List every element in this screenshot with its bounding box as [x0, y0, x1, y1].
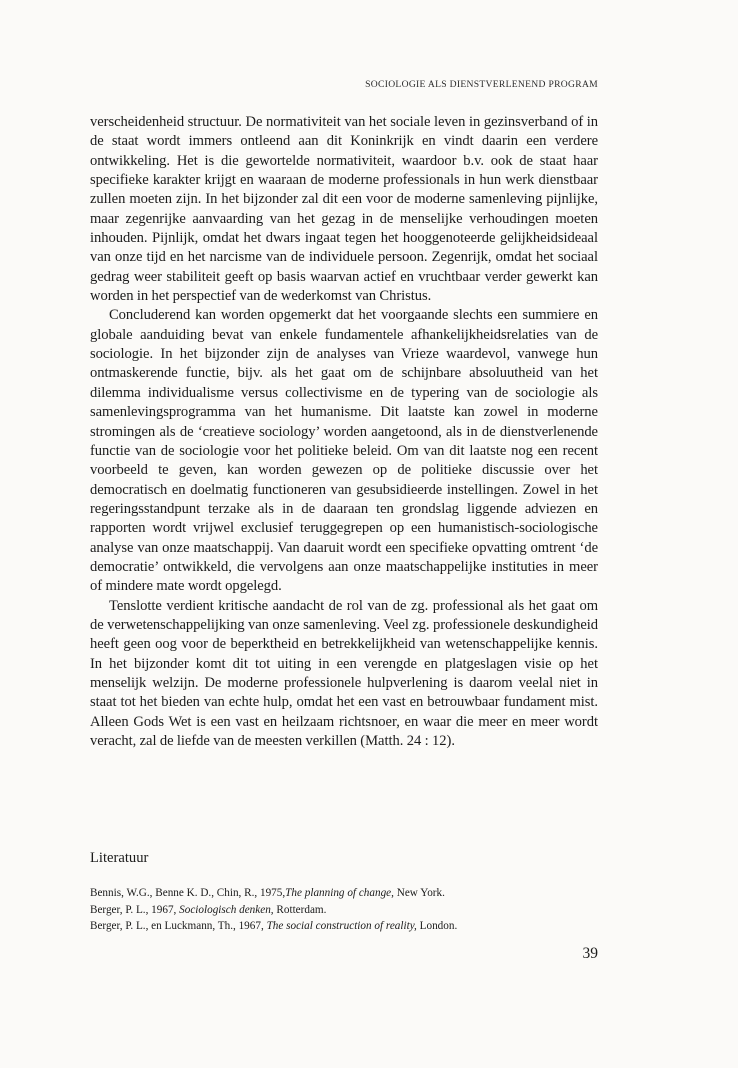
- reference-title: The planning of change,: [285, 887, 394, 899]
- reference-item: [90, 885, 598, 902]
- reference-place: New York.: [396, 887, 445, 899]
- reference-list: [90, 885, 598, 935]
- literature-heading: Literatuur: [90, 850, 149, 866]
- paragraph-final: Tenslotte verdient kritische aandacht de rol van de zg. professional als het gaat om de verwetenschappelijking van onze samenleving. Veel zg. professionele deskundigheid heeft geen oog voor de beperktheid en betrekkelijkheid van wetenschappelijke kennis. In het bijzonder komt dit tot uiting in een verengde en platgeslagen visie op het menselijk welzijn. De moderne professionele hulpverlening is daarom veelal niet in staat tot het bieden van echte hulp, omdat het een vast en betrouwbaar fundament mist. Alleen Gods Wet is een vast en heilzaam richtsnoer, en waar die meer en meer wordt veracht, zal de liefde van de meesten verkillen (Matth. 24 : 12).: [90, 597, 598, 749]
- paragraph-continued: verscheidenheid structuur. De normativiteit van het sociale leven in gezinsverband of in de staat wordt immers ontleend aan dit Koninkrijk en vindt daarin een verdere ontwikkeling. Het is die gewortelde normativiteit, waardoor b.v. ook de staat haar specifieke karakter krijgt en waaraan de moderne professionals in hun werk dienstbaar zullen moeten zijn. In het bijzonder zal dit een voor de moderne samenleving pijnlijke, maar zegenrijke aanvaarding van het gezag in de menselijke verhoudingen moeten inhouden. Pijnlijk, omdat het dwars ingaat tegen het hooggenoteerde gelijkheidsideaal van onze tijd en het narcisme van de individuele persoon. Zegenrijk, omdat het sociaal gedrag weer stabiliteit geeft op basis waarvan actief en vruchtbaar verder gewerkt kan worden in het perspectief van de wederkomst van Christus.: [90, 114, 598, 305]
- reference-title: The social construction of reality,: [266, 920, 417, 932]
- reference-authors: Berger, P. L., en Luckmann, Th., 1967,: [90, 920, 264, 932]
- page-number: 39: [582, 945, 598, 962]
- reference-item: [90, 902, 598, 919]
- reference-title: Sociologisch denken,: [179, 903, 274, 916]
- reference-authors: Bennis, W.G., Benne K. D., Chin, R., 1975,: [90, 887, 286, 899]
- reference-place: Rotterdam.: [276, 903, 327, 916]
- running-header: SOCIOLOGIE ALS DIENSTVERLENEND PROGRAM: [365, 79, 598, 90]
- reference-item: [90, 918, 598, 935]
- reference-place: London.: [419, 920, 458, 932]
- paragraph-conclusion: Concluderend kan worden opgemerkt dat het voorgaande slechts een summiere en globale aanduiding bevat van enkele fundamentele afhankelijkheidsrelaties van de sociologie. In het bijzonder zijn de analyses van Vrieze waardevol, vanwege hun ontmaskerende functie, bijv. als het gaat om de schijnbare absoluutheid van het dilemma individualisme versus collectivisme en de typering van de sociologie als samenlevingsprogramma van het humanisme. Dit laatste kan zowel in moderne stromingen als de ‘creatieve sociology’ worden aangetoond, als in de dienstverlenende functie van de sociologie voor het politieke beleid. Om van dit laatste nog een recent voorbeeld te geven, kan worden gewezen op de politieke discussie over het democratisch en doelmatig functioneren van gesubsidieerde instellingen. Zowel in het regeringsstandpunt terzake als in de daaraan ten grondslag liggende adviezen en rapporten wordt vrijwel exclusief teruggegrepen op een humanistisch-sociologische analyse van onze maatschappij. Van daaruit wordt een specifieke opvatting omtrent ‘de democratie’ ontwikkeld, die vervolgens aan onze maatschappelijke instituties in meer of mindere mate wordt opgelegd.: [90, 307, 598, 595]
- body-text: [90, 113, 598, 751]
- reference-authors: Berger, P. L., 1967,: [90, 903, 177, 916]
